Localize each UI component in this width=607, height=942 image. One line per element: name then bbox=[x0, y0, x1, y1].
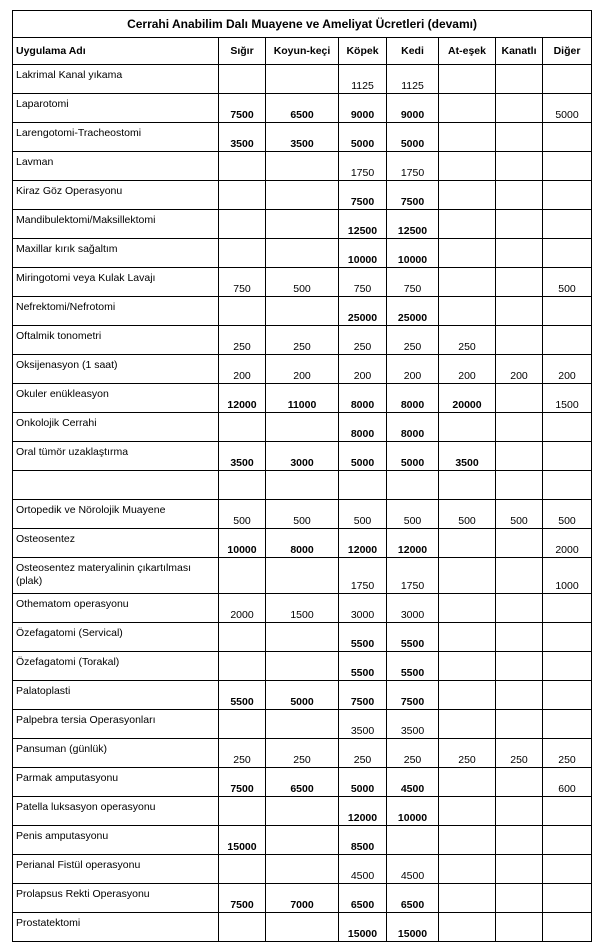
procedure-name-cell: Onkolojik Cerrahi bbox=[13, 413, 219, 442]
price-cell: 500 bbox=[543, 500, 592, 529]
price-cell bbox=[496, 594, 543, 623]
price-cell bbox=[266, 239, 339, 268]
price-cell: 12000 bbox=[219, 384, 266, 413]
price-cell bbox=[266, 913, 339, 942]
price-cell: 8000 bbox=[339, 384, 387, 413]
price-cell bbox=[439, 413, 496, 442]
column-header-sheep-goat: Koyun-keçi bbox=[266, 38, 339, 65]
table-row bbox=[13, 558, 592, 594]
price-cell: 7500 bbox=[339, 681, 387, 710]
table-row bbox=[13, 710, 592, 739]
price-cell: 3000 bbox=[339, 594, 387, 623]
price-cell: 10000 bbox=[387, 239, 439, 268]
procedure-name-cell: Ortopedik ve Nörolojik Muayene bbox=[13, 500, 219, 529]
price-cell bbox=[543, 181, 592, 210]
price-cell bbox=[439, 681, 496, 710]
procedure-name-cell: Laparotomi bbox=[13, 94, 219, 123]
price-cell: 500 bbox=[387, 500, 439, 529]
table-row bbox=[13, 681, 592, 710]
price-cell: 250 bbox=[266, 326, 339, 355]
price-cell: 7500 bbox=[387, 681, 439, 710]
table-row bbox=[13, 529, 592, 558]
price-cell: 5000 bbox=[339, 442, 387, 471]
price-cell: 5500 bbox=[219, 681, 266, 710]
table-row bbox=[13, 326, 592, 355]
price-cell bbox=[439, 826, 496, 855]
price-cell bbox=[439, 529, 496, 558]
procedure-name-cell: Palpebra tersia Operasyonları bbox=[13, 710, 219, 739]
procedure-name-cell: Miringotomi veya Kulak Lavajı bbox=[13, 268, 219, 297]
fee-table bbox=[12, 10, 592, 942]
table-row bbox=[13, 855, 592, 884]
price-cell: 500 bbox=[266, 500, 339, 529]
price-cell: 7500 bbox=[219, 94, 266, 123]
table-row bbox=[13, 442, 592, 471]
column-header-procedure: Uygulama Adı bbox=[13, 38, 219, 65]
price-cell: 250 bbox=[439, 739, 496, 768]
price-cell bbox=[439, 855, 496, 884]
price-cell bbox=[496, 913, 543, 942]
price-cell bbox=[543, 413, 592, 442]
price-cell: 250 bbox=[219, 739, 266, 768]
price-cell bbox=[543, 65, 592, 94]
price-cell bbox=[543, 594, 592, 623]
price-cell bbox=[543, 239, 592, 268]
price-cell bbox=[496, 826, 543, 855]
price-cell: 12000 bbox=[387, 529, 439, 558]
price-cell: 12000 bbox=[339, 529, 387, 558]
table-row bbox=[13, 384, 592, 413]
price-cell bbox=[496, 884, 543, 913]
procedure-name-cell: Okuler enükleasyon bbox=[13, 384, 219, 413]
price-cell: 200 bbox=[339, 355, 387, 384]
header-row bbox=[13, 38, 592, 65]
price-cell: 10000 bbox=[387, 797, 439, 826]
price-cell: 9000 bbox=[339, 94, 387, 123]
price-cell bbox=[496, 623, 543, 652]
price-cell: 750 bbox=[339, 268, 387, 297]
table-row bbox=[13, 623, 592, 652]
price-cell: 200 bbox=[543, 355, 592, 384]
price-cell bbox=[266, 710, 339, 739]
price-cell bbox=[496, 181, 543, 210]
price-cell: 2000 bbox=[543, 529, 592, 558]
procedure-name-cell: Othematom operasyonu bbox=[13, 594, 219, 623]
price-cell bbox=[496, 558, 543, 594]
price-cell bbox=[439, 123, 496, 152]
procedure-name-cell: Nefrektomi/Nefrotomi bbox=[13, 297, 219, 326]
price-cell bbox=[543, 652, 592, 681]
price-cell bbox=[543, 855, 592, 884]
price-cell bbox=[219, 152, 266, 181]
price-cell bbox=[219, 913, 266, 942]
price-cell bbox=[496, 768, 543, 797]
price-cell: 5000 bbox=[387, 442, 439, 471]
table-row bbox=[13, 268, 592, 297]
procedure-name-cell: Patella luksasyon operasyonu bbox=[13, 797, 219, 826]
price-cell bbox=[219, 855, 266, 884]
price-cell: 5000 bbox=[339, 123, 387, 152]
procedure-name-cell: Prostatektomi bbox=[13, 913, 219, 942]
price-cell bbox=[543, 884, 592, 913]
price-cell: 25000 bbox=[339, 297, 387, 326]
price-cell: 15000 bbox=[219, 826, 266, 855]
price-cell: 1750 bbox=[387, 152, 439, 181]
price-cell bbox=[266, 152, 339, 181]
table-row bbox=[13, 652, 592, 681]
procedure-name-cell: Parmak amputasyonu bbox=[13, 768, 219, 797]
price-cell: 1000 bbox=[543, 558, 592, 594]
price-cell bbox=[266, 826, 339, 855]
price-cell bbox=[387, 826, 439, 855]
table-row bbox=[13, 152, 592, 181]
price-cell: 8000 bbox=[266, 529, 339, 558]
price-cell bbox=[543, 797, 592, 826]
price-cell: 5500 bbox=[387, 623, 439, 652]
price-cell: 500 bbox=[543, 268, 592, 297]
price-cell bbox=[266, 855, 339, 884]
table-row bbox=[13, 471, 592, 500]
procedure-name-cell: Prolapsus Rekti Operasyonu bbox=[13, 884, 219, 913]
price-cell: 10000 bbox=[339, 239, 387, 268]
table-row bbox=[13, 768, 592, 797]
price-cell: 250 bbox=[387, 326, 439, 355]
price-cell: 25000 bbox=[387, 297, 439, 326]
price-cell: 5500 bbox=[387, 652, 439, 681]
procedure-name-cell: Lavman bbox=[13, 152, 219, 181]
price-cell: 3500 bbox=[266, 123, 339, 152]
price-cell: 750 bbox=[219, 268, 266, 297]
price-cell: 200 bbox=[439, 355, 496, 384]
price-cell bbox=[496, 326, 543, 355]
price-cell bbox=[266, 558, 339, 594]
price-cell: 1750 bbox=[387, 558, 439, 594]
price-cell bbox=[496, 384, 543, 413]
price-cell: 3500 bbox=[339, 710, 387, 739]
column-header-poultry: Kanatlı bbox=[496, 38, 543, 65]
price-cell: 1125 bbox=[339, 65, 387, 94]
price-cell: 250 bbox=[543, 739, 592, 768]
price-cell: 3500 bbox=[219, 442, 266, 471]
price-cell bbox=[439, 239, 496, 268]
price-cell bbox=[219, 413, 266, 442]
price-cell: 12500 bbox=[339, 210, 387, 239]
procedure-name-cell: Mandibulektomi/Maksillektomi bbox=[13, 210, 219, 239]
price-cell bbox=[543, 152, 592, 181]
price-cell bbox=[266, 471, 339, 500]
price-cell: 7500 bbox=[387, 181, 439, 210]
price-cell: 7000 bbox=[266, 884, 339, 913]
price-cell bbox=[339, 471, 387, 500]
price-cell: 9000 bbox=[387, 94, 439, 123]
procedure-name-cell: Özefagatomi (Servical) bbox=[13, 623, 219, 652]
price-cell: 5000 bbox=[543, 94, 592, 123]
price-cell: 3500 bbox=[219, 123, 266, 152]
price-cell: 12000 bbox=[339, 797, 387, 826]
table-row bbox=[13, 500, 592, 529]
price-cell bbox=[496, 297, 543, 326]
price-cell: 15000 bbox=[387, 913, 439, 942]
price-cell: 7500 bbox=[219, 884, 266, 913]
price-cell bbox=[266, 297, 339, 326]
table-row bbox=[13, 913, 592, 942]
price-cell: 500 bbox=[266, 268, 339, 297]
procedure-name-cell: Larengotomi-Tracheostomi bbox=[13, 123, 219, 152]
price-cell: 6500 bbox=[339, 884, 387, 913]
table-row bbox=[13, 884, 592, 913]
price-cell: 250 bbox=[339, 326, 387, 355]
procedure-name-cell: Penis amputasyonu bbox=[13, 826, 219, 855]
price-cell: 5500 bbox=[339, 652, 387, 681]
price-cell: 4500 bbox=[387, 768, 439, 797]
price-cell bbox=[496, 65, 543, 94]
price-cell: 2000 bbox=[219, 594, 266, 623]
price-cell: 250 bbox=[266, 739, 339, 768]
price-cell: 5000 bbox=[339, 768, 387, 797]
price-cell: 6500 bbox=[387, 884, 439, 913]
table-body bbox=[13, 65, 592, 942]
price-cell bbox=[543, 623, 592, 652]
price-cell bbox=[543, 710, 592, 739]
price-cell: 4500 bbox=[339, 855, 387, 884]
price-cell bbox=[543, 471, 592, 500]
price-cell bbox=[439, 471, 496, 500]
price-cell bbox=[266, 65, 339, 94]
price-cell bbox=[496, 94, 543, 123]
price-cell bbox=[543, 442, 592, 471]
price-cell bbox=[496, 471, 543, 500]
table-row bbox=[13, 123, 592, 152]
table-row bbox=[13, 297, 592, 326]
price-cell: 6500 bbox=[266, 768, 339, 797]
price-cell bbox=[219, 623, 266, 652]
price-cell bbox=[219, 652, 266, 681]
price-cell bbox=[496, 413, 543, 442]
price-cell: 3000 bbox=[387, 594, 439, 623]
procedure-name-cell: Oftalmik tonometri bbox=[13, 326, 219, 355]
price-cell: 1125 bbox=[387, 65, 439, 94]
price-cell bbox=[439, 268, 496, 297]
price-cell bbox=[543, 210, 592, 239]
price-cell bbox=[439, 652, 496, 681]
price-cell bbox=[439, 623, 496, 652]
price-cell bbox=[266, 623, 339, 652]
price-cell bbox=[439, 884, 496, 913]
price-cell: 1500 bbox=[543, 384, 592, 413]
price-cell: 600 bbox=[543, 768, 592, 797]
price-cell bbox=[266, 797, 339, 826]
table-row bbox=[13, 739, 592, 768]
procedure-name-cell: Özefagatomi (Torakal) bbox=[13, 652, 219, 681]
table-row bbox=[13, 594, 592, 623]
price-cell: 250 bbox=[439, 326, 496, 355]
procedure-name-cell: Maxillar kırık sağaltım bbox=[13, 239, 219, 268]
price-cell bbox=[496, 710, 543, 739]
price-cell: 15000 bbox=[339, 913, 387, 942]
price-cell bbox=[387, 471, 439, 500]
column-header-cat: Kedi bbox=[387, 38, 439, 65]
price-cell bbox=[439, 768, 496, 797]
table-title: Cerrahi Anabilim Dalı Muayene ve Ameliyat Ücretleri (devamı) bbox=[13, 11, 592, 38]
price-cell bbox=[266, 413, 339, 442]
price-cell bbox=[496, 652, 543, 681]
price-cell bbox=[496, 210, 543, 239]
price-cell bbox=[496, 152, 543, 181]
price-cell bbox=[219, 210, 266, 239]
price-cell bbox=[439, 797, 496, 826]
price-cell bbox=[219, 181, 266, 210]
procedure-name-cell: Kiraz Göz Operasyonu bbox=[13, 181, 219, 210]
price-cell bbox=[543, 297, 592, 326]
price-cell: 6500 bbox=[266, 94, 339, 123]
price-cell: 4500 bbox=[387, 855, 439, 884]
price-cell: 3500 bbox=[439, 442, 496, 471]
column-header-cattle: Sığır bbox=[219, 38, 266, 65]
procedure-name-cell: Lakrimal Kanal yıkama bbox=[13, 65, 219, 94]
price-cell bbox=[496, 123, 543, 152]
price-cell bbox=[543, 326, 592, 355]
price-cell: 3500 bbox=[387, 710, 439, 739]
procedure-name-cell: Oksijenasyon (1 saat) bbox=[13, 355, 219, 384]
price-cell: 7500 bbox=[339, 181, 387, 210]
price-cell: 7500 bbox=[219, 768, 266, 797]
price-cell bbox=[496, 239, 543, 268]
price-cell bbox=[439, 210, 496, 239]
price-cell bbox=[439, 94, 496, 123]
price-cell: 200 bbox=[266, 355, 339, 384]
table-row bbox=[13, 239, 592, 268]
price-cell: 3000 bbox=[266, 442, 339, 471]
procedure-name-cell: Osteosentez materyalinin çıkartılması (plak) bbox=[13, 558, 219, 594]
price-cell: 5000 bbox=[387, 123, 439, 152]
price-cell bbox=[219, 471, 266, 500]
column-header-horse-donkey: At-eşek bbox=[439, 38, 496, 65]
price-cell bbox=[439, 181, 496, 210]
price-cell bbox=[219, 797, 266, 826]
price-cell: 500 bbox=[439, 500, 496, 529]
price-cell: 500 bbox=[219, 500, 266, 529]
price-cell: 500 bbox=[339, 500, 387, 529]
price-cell bbox=[543, 913, 592, 942]
column-header-dog: Köpek bbox=[339, 38, 387, 65]
price-cell: 20000 bbox=[439, 384, 496, 413]
fee-table-container bbox=[12, 10, 592, 942]
price-cell bbox=[439, 558, 496, 594]
column-header-other: Diğer bbox=[543, 38, 592, 65]
price-cell: 250 bbox=[387, 739, 439, 768]
price-cell: 500 bbox=[496, 500, 543, 529]
price-cell: 1500 bbox=[266, 594, 339, 623]
price-cell: 1750 bbox=[339, 558, 387, 594]
procedure-name-cell: Pansuman (günlük) bbox=[13, 739, 219, 768]
table-row bbox=[13, 65, 592, 94]
price-cell: 750 bbox=[387, 268, 439, 297]
price-cell: 250 bbox=[219, 326, 266, 355]
price-cell bbox=[219, 558, 266, 594]
table-row bbox=[13, 94, 592, 123]
price-cell bbox=[496, 442, 543, 471]
table-row bbox=[13, 181, 592, 210]
price-cell bbox=[496, 797, 543, 826]
procedure-name-cell bbox=[13, 471, 219, 500]
price-cell: 250 bbox=[496, 739, 543, 768]
price-cell: 8000 bbox=[387, 413, 439, 442]
price-cell bbox=[496, 268, 543, 297]
price-cell: 200 bbox=[496, 355, 543, 384]
price-cell bbox=[439, 297, 496, 326]
price-cell: 12500 bbox=[387, 210, 439, 239]
price-cell: 8000 bbox=[387, 384, 439, 413]
price-cell bbox=[439, 152, 496, 181]
price-cell bbox=[266, 210, 339, 239]
price-cell: 5000 bbox=[266, 681, 339, 710]
price-cell: 250 bbox=[339, 739, 387, 768]
table-row bbox=[13, 413, 592, 442]
table-row bbox=[13, 355, 592, 384]
price-cell bbox=[439, 594, 496, 623]
price-cell: 10000 bbox=[219, 529, 266, 558]
price-cell bbox=[543, 826, 592, 855]
price-cell bbox=[439, 65, 496, 94]
price-cell bbox=[266, 181, 339, 210]
price-cell bbox=[266, 652, 339, 681]
price-cell: 200 bbox=[219, 355, 266, 384]
price-cell bbox=[543, 681, 592, 710]
price-cell: 1750 bbox=[339, 152, 387, 181]
price-cell bbox=[219, 710, 266, 739]
price-cell: 11000 bbox=[266, 384, 339, 413]
procedure-name-cell: Osteosentez bbox=[13, 529, 219, 558]
price-cell bbox=[496, 855, 543, 884]
procedure-name-cell: Palatoplasti bbox=[13, 681, 219, 710]
price-cell bbox=[439, 913, 496, 942]
procedure-name-cell: Oral tümör uzaklaştırma bbox=[13, 442, 219, 471]
price-cell bbox=[496, 529, 543, 558]
price-cell: 8000 bbox=[339, 413, 387, 442]
table-row bbox=[13, 826, 592, 855]
price-cell: 8500 bbox=[339, 826, 387, 855]
procedure-name-cell: Perianal Fistül operasyonu bbox=[13, 855, 219, 884]
table-row bbox=[13, 210, 592, 239]
price-cell bbox=[219, 297, 266, 326]
price-cell: 200 bbox=[387, 355, 439, 384]
price-cell bbox=[496, 681, 543, 710]
price-cell: 5500 bbox=[339, 623, 387, 652]
price-cell bbox=[219, 65, 266, 94]
table-row bbox=[13, 797, 592, 826]
price-cell bbox=[219, 239, 266, 268]
price-cell bbox=[439, 710, 496, 739]
price-cell bbox=[543, 123, 592, 152]
